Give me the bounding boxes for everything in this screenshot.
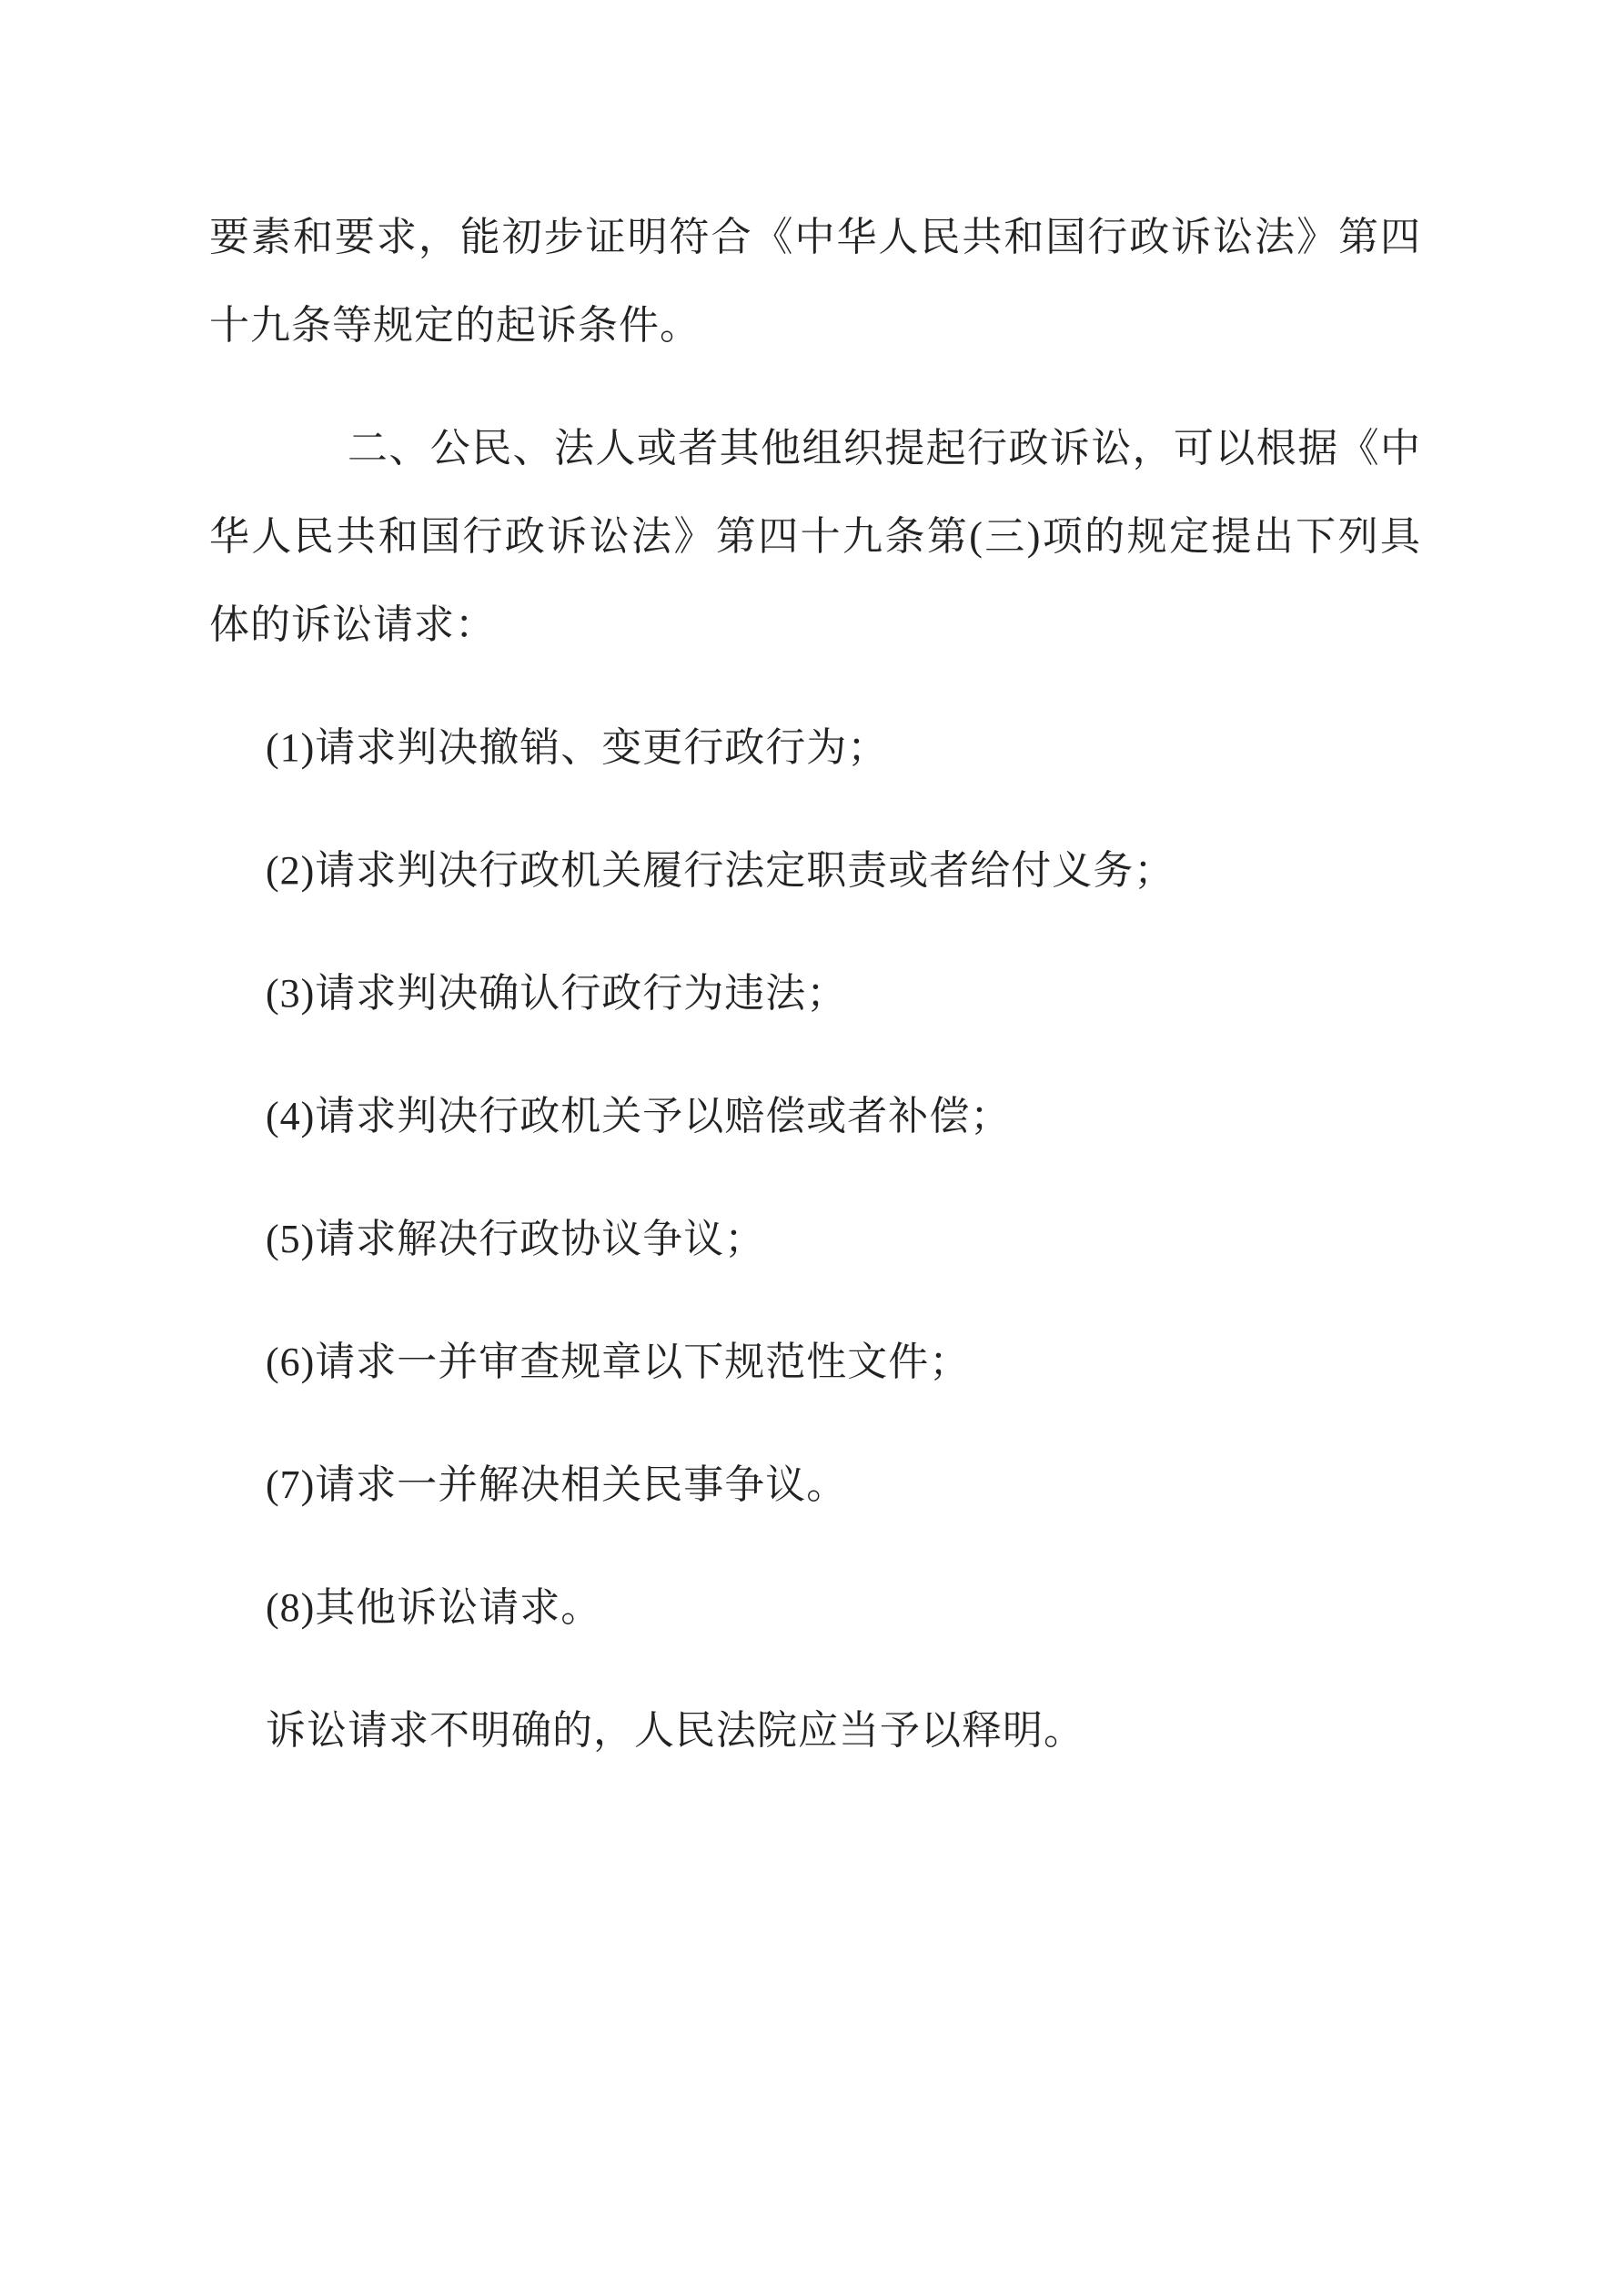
list-item-3: (3)请求判决确认行政行为违法； [266,971,848,1016]
list-item-7: (7)请求一并解决相关民事争议。 [266,1462,848,1507]
list-item-6: (6)请求一并审查规章以下规范性文件； [266,1340,971,1384]
list-item-8: (8)其他诉讼请求。 [266,1585,602,1630]
document-text-block [209,193,1421,1809]
paragraph-section-two: 二、公民、法人或者其他组织提起行政诉讼，可以根据《中华人民共和国行政诉讼法》第四十九条第(三)项的规定提出下列具体的诉讼请求： [209,426,1421,647]
list-item-2: (2)请求判决行政机关履行法定职责或者给付义务； [266,848,1175,893]
list-item-5: (5)请求解决行政协议争议； [266,1217,766,1261]
list-item-1: (1)请求判决撤销、变更行政行为； [266,725,889,770]
paragraph-closing: 诉讼请求不明确的，人民法院应当予以释明。 [266,1708,1084,1753]
list-item-4: (4)请求判决行政机关予以赔偿或者补偿； [266,1094,1012,1138]
paragraph-continuation: 要素和要求，能初步证明符合《中华人民共和国行政诉讼法》第四十九条等规定的起诉条件。 [209,215,1421,348]
